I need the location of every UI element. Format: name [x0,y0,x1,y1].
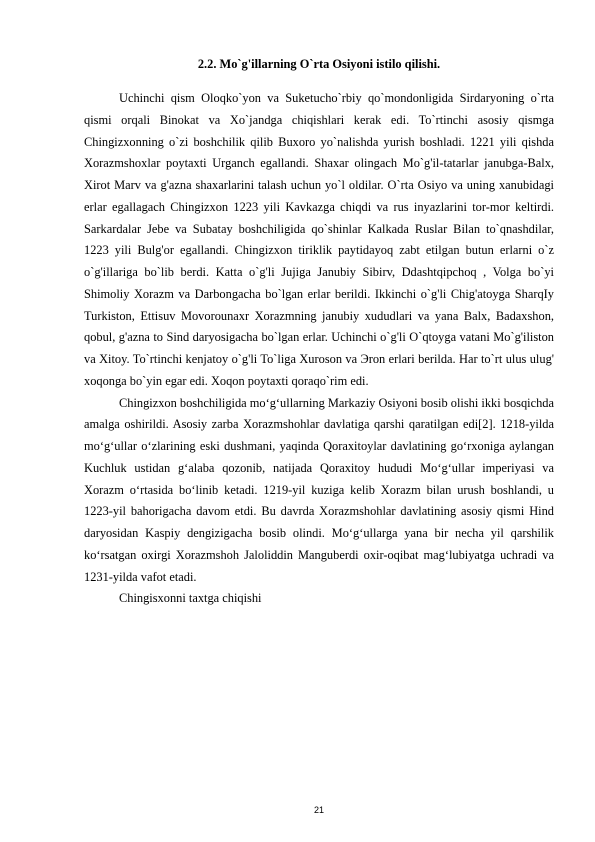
paragraph-2: Chingizxon boshchiligida mo‘g‘ullarning Markaziy Osiyoni bosib olishi ikki bosqichda amalga oshirildi. Asosiy zarba Xorazmshohlar davlatiga qarshi qaratilgan edi[2]. 1218-yilda mo‘g‘ullar o‘zlarining eski dushmani, yaqinda Qoraxitoylar davlatining go‘rxoniga aylangan Kuchluk ustidan g‘alaba qozonib, natijada Qoraxitoy hududi Mo‘g‘ullar imperiyasi va Xorazm o‘rtasida bo‘linib ketadi. 1219-yil kuziga kelib Xorazm bilan urush boshlandi, u 1223-yil bahorigacha davom etdi. Bu davrda Xorazmshohlar davlatining asosiy qismi Hind daryosidan Kaspiy dengizigacha bosib olindi. Mo‘g‘ullarga yana bir necha yil qarshilik ko‘rsatgan oxirgi Xorazmshoh Jaloliddin Manguberdi oxir-oqibat mag‘lubiyatga uchradi va 1231-yilda vafot etadi. [84,395,555,584]
body-text [84,88,554,610]
page-number: 21 [313,805,324,815]
section-title: 2.2. Mo`g'illarning O`rta Osiyoni istilo qilishi. [197,57,441,71]
paragraph-1: Uchinchi qism Oloqko`yon va Suketucho`rbiy qo`mondonligida Sirdaryoning o`rta qismi orqali Binokat va Xo`jandga chiqishlari kerak edi. To`rtinchi asosiy qismga Chingizxonning o`zi boshchilik qilib Buxoro yo`nalishda yurish boshladi. 1221 yili qishda Xorazmshoxlar poytaxti Urganch egallandi. Shaxar olingach Mo`g'il-tatarlar janubga-Balx, Xirot Marv va g'azna shaxarlarini talash uchun yo`l oldilar. O`rta Osiyo va uning xanubidagi erlar egallagach Chingizxon 1223 yili Kavkazga chiqdi va rus inyazlarini tor-mor keltirdi. Sarkardalar Jebe va Subatay boshchiligida qo`shinlar Kalkada Ruslar Bilan to`qnashdilar, 1223 yili Bulg'or egallandi. Chingizxon tiriklik paytidayoq zabt etilgan butun erlarni o`z o`g'illariga bo`lib berdi. Katta o`g'li Jujiga Janubiy Sibirv, Ddashtqipchoq , Volga bo`yi Shimoliy Xorazm va Darbongacha bo`lgan erlar berildi. Ikkinchi o`g'li Chig'atoyga SharqIy Turkiston, Ettisuv Movorounaxr Xorazmning janubiy xududlari va yana Balx, Badaxshon, qobul, g'azna to Sind daryosigacha bo`lgan erlar. Uchinchi o`g'li O`qtoyga vatani Mo`g'iliston va Xitoy. To`rtinchi kenjatoy o`g'li To`liga Xuroson va Эron erlari berilda. Har to`rt ulus ulug' xoqonga bo`yin egar edi. Xoqon poytaxti qoraqo`rim edi. [84,91,554,388]
paragraph-3: Chingisxonni taxtga chiqishi [119,591,262,606]
